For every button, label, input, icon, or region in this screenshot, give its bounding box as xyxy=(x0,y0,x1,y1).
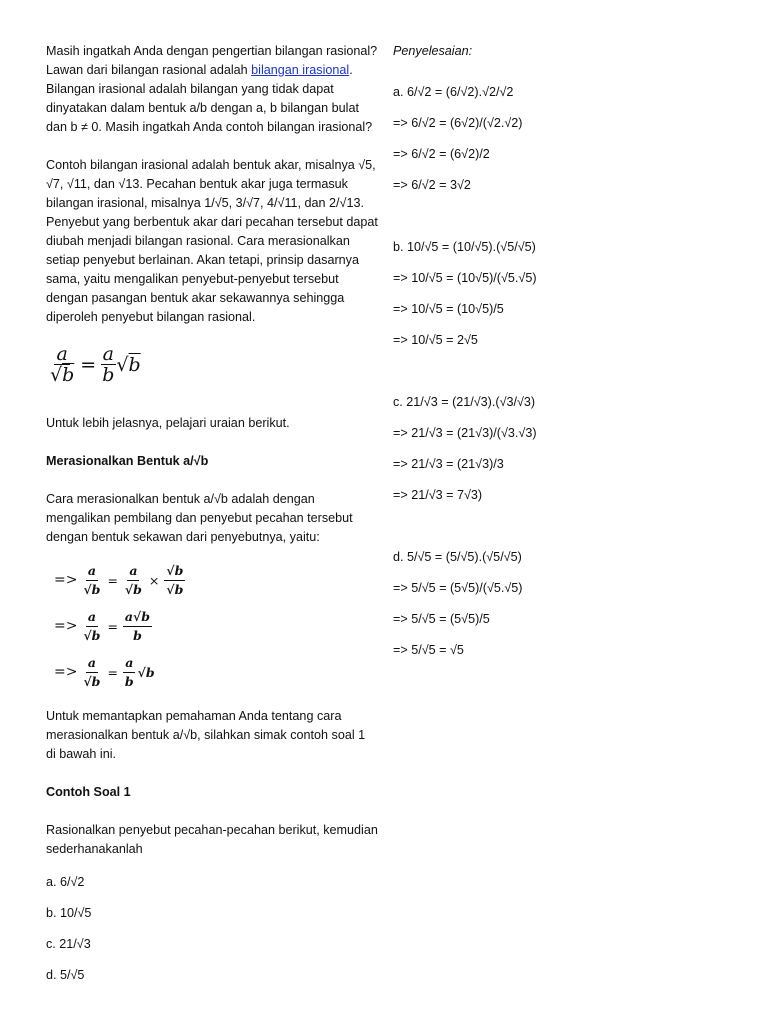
hero-formula xyxy=(46,343,378,400)
hero-denominator-b: b xyxy=(102,364,115,386)
hero-equals: = xyxy=(80,353,97,376)
solution-a xyxy=(393,77,733,201)
solution-line: => 6/√2 = 3√2 xyxy=(393,178,471,192)
section-heading-rationalize: Merasionalkan Bentuk a/√b xyxy=(46,454,209,468)
solution-line: => 21/√3 = (21√3)/(√3.√3) xyxy=(393,426,537,440)
hero-numerator-a-right: a xyxy=(102,343,114,365)
hero-fraction-right xyxy=(100,344,116,385)
solution-line: => 21/√3 = (21√3)/3 xyxy=(393,457,504,471)
formula-line-2: => $\frac{a}{√b}$ = $\frac{a√b}{b}$ xyxy=(54,608,150,643)
solution-line: => 10/√5 = (10√5)/(√5.√5) xyxy=(393,271,537,285)
solution-line: => 21/√3 = 7√3) xyxy=(393,488,483,502)
practice-paragraph: Untuk memantapkan pemahaman Anda tentang cara merasionalkan bentuk a/√b, silahkan simak contoh soal 1 di bawah ini. xyxy=(46,709,366,761)
solution-line: => 6/√2 = (6√2)/(√2.√2) xyxy=(393,116,523,130)
example-instruction: Rasionalkan penyebut pecahan-pecahan berikut, kemudian sederhanakanlah xyxy=(46,823,378,856)
solution-line: d. 5/√5 = (5/√5).(√5/√5) xyxy=(393,550,522,564)
question-item: a. 6/√2 xyxy=(46,875,85,889)
question-item: c. 21/√3 xyxy=(46,937,91,951)
solution-label: Penyelesaian: xyxy=(393,44,473,58)
solution-line: a. 6/√2 = (6/√2).√2/√2 xyxy=(393,85,514,99)
solution-line: => 6/√2 = (6√2)/2 xyxy=(393,147,490,161)
solution-d xyxy=(393,542,733,666)
example-heading: Contoh Soal 1 xyxy=(46,785,131,799)
examples-paragraph: Contoh bilangan irasional adalah bentuk akar, misalnya √5, √7, √11, dan √13. Pecahan bentuk akar juga termasuk bilangan irasional, misalnya 1/√5, 3/√7, 4/√11, dan 2/√13. Penyebut yang berbentuk akar dari pecahan tersebut dapat diubah menjadi bilangan rasional. Cara merasionalkan setiap penyebut berlainan. Akan tetapi, prinsip dasarnya sama, yaitu mengalikan penyebut-penyebut tersebut dengan pasangan bentuk akar sekawannya sehingga diperoleh penyebut bilangan rasional. xyxy=(46,158,378,324)
formula-line-1: => $\frac{a}{√b}$ = $\frac{a}{√b}$ × $\frac{√b}{√b}$ xyxy=(54,562,184,597)
solution-line: b. 10/√5 = (10/√5).(√5/√5) xyxy=(393,240,536,254)
intro-text-after: . Bilangan irasional adalah bilangan yang tidak dapat dinyatakan dalam bentuk a/b dengan a, b bilangan bulat dan b ≠ 0. Masih ingatkah Anda contoh bilangan irasional? xyxy=(46,63,373,134)
explanation-intro: Untuk lebih jelasnya, pelajari uraian berikut. xyxy=(46,416,290,430)
solution-line: => 5/√5 = (5√5)/5 xyxy=(393,612,490,626)
hero-fraction-left xyxy=(48,344,76,385)
formula-line-3: => $\frac{a}{√b}$ = $\frac{a}{b}$ √b xyxy=(54,654,155,689)
solution-line: => 10/√5 = 2√5 xyxy=(393,333,478,347)
question-item: d. 5/√5 xyxy=(46,968,85,982)
solution-c xyxy=(393,387,733,511)
question-list xyxy=(46,867,378,991)
right-column xyxy=(393,42,733,666)
hero-numerator-a: a xyxy=(56,343,68,365)
left-column xyxy=(46,42,378,991)
hero-sqrt-b: √b xyxy=(116,353,141,376)
solution-b xyxy=(393,232,733,356)
solution-line: => 10/√5 = (10√5)/5 xyxy=(393,302,504,316)
hero-denominator-sqrt-b: √b xyxy=(50,364,75,386)
bilangan-irasional-link[interactable]: bilangan irasional xyxy=(251,63,350,77)
solution-line: c. 21/√3 = (21/√3).(√3/√3) xyxy=(393,395,536,409)
question-item: b. 10/√5 xyxy=(46,906,92,920)
derivation-formula xyxy=(54,557,378,695)
solution-line: => 5/√5 = (5√5)/(√5.√5) xyxy=(393,581,523,595)
intro-text-before: Masih ingatkah Anda dengan pengertian bilangan rasional? Lawan dari bilangan rasional adalah xyxy=(46,44,378,77)
intro-paragraph xyxy=(46,42,378,137)
solution-line: => 5/√5 = √5 xyxy=(393,643,464,657)
method-paragraph: Cara merasionalkan bentuk a/√b adalah dengan mengalikan pembilang dan penyebut pecahan tersebut dengan bentuk sekawan dari penyebutnya, yaitu: xyxy=(46,492,353,544)
